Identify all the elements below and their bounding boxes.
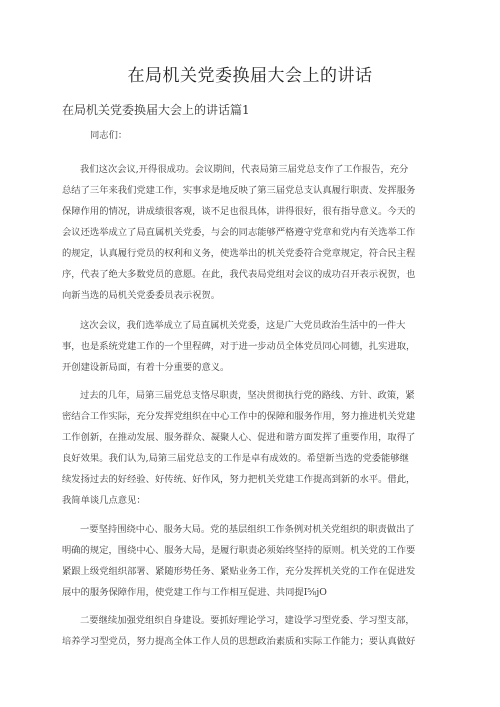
document-subtitle: 在局机关党委换届大会上的讲话篇1 [62,103,250,117]
paragraph-line: 会议还选举成立了局直属机关党委，与会的同志能够严格遵守党章和党内有关选举工作 [62,227,416,238]
paragraph-line: 良好效果。我们认为,局第三届党总支的工作是卓有成效的。希望新当选的党委能够继 [62,453,409,464]
document-title: 在局机关党委换届大会上的讲话 [127,66,373,86]
paragraph-line: 开创建设新局面，有着十分重要的意义。 [62,362,230,373]
paragraph-line: 紧跟上级党组织部署、紧随形势任务、紧贴业务工作，充分发挥机关党的工作在促进发 [62,566,416,577]
paragraph-line: 密结合工作实际，充分发挥党组织在中心工作中的保障和服务作用，努力推进机关党建 [62,411,416,422]
greeting [62,125,470,146]
paragraph-line: 这次会议，我们选举成立了局直属机关党委，这是广大党员政治生活中的一件大 [80,320,406,331]
paragraph-line: 续发扬过去的好经验、好传统、好作风，努力把机关党建工作提高到新的水平。借此， [62,474,416,485]
paragraph-line: 向新当选的局机关党委委员表示祝贺。 [62,290,221,301]
paragraph-line: 的规定，认真履行党员的权利和义务，使选举出的机关党委符合党章规定，符合民主程 [62,248,416,259]
paragraph-line: 培养学习型党员，努力提高全体工作人员的思想政治素质和实际工作能力；要认真做好 [62,636,416,647]
paragraph-line: 我们这次会议,开得很成功。会议期间，代表局第三届党总支作了工作报告，充分 [80,164,409,175]
paragraph-line: 我简单谈几点意见： [62,495,146,506]
paragraph-3 [62,385,442,511]
paragraph-line: 明确的规定，围绕中心、服务大局，是履行职责必须始终坚持的原则。机关党的工作要 [62,545,416,556]
paragraph-line: 展中的服务保障作用，使党建工作与工作相互促进、共同提I⅝jO [62,587,327,598]
paragraph-line: 过去的几年，局第三届党总支恪尽职责，坚决贯彻执行党的路线、方针、政策，紧 [80,390,415,401]
paragraph-line: 二要继续加强党组织自身建设。要抓好理论学习，建设学习型党委、学习型支部， [80,615,415,626]
paragraph-line: 序，代表了绝大多数党员的意愿。在此，我代表局党组对会议的成功召开表示祝贺，也 [62,269,416,280]
paragraph-2 [62,315,442,378]
paragraph-line: 工作创新，在推动发展、服务群众、凝聚人心、促进和谐方面发挥了重要作用，取得了 [62,432,416,443]
paragraph-1 [62,159,442,306]
paragraph-4 [62,519,442,603]
paragraph-line: 保障作用的情况，讲成绩很客观，谈不足也很具体，讲得很好，很有指导意义。今天的 [62,206,416,217]
greeting-text: 同志们： [90,130,128,141]
paragraph-line: 事，也是系统党建工作的一个里程碑，对于进一步动员全体党员同心同德，扎实进取， [62,341,416,352]
paragraph-5 [62,610,442,652]
paragraph-line: 一要坚持围绕中心、服务大局。党的基层组织工作条例对机关党组织的职责做出了 [80,524,415,535]
paragraph-line: 总结了三年来我们党建工作，实事求是地反映了第三届党总支认真履行职责、发挥服务 [62,185,416,196]
